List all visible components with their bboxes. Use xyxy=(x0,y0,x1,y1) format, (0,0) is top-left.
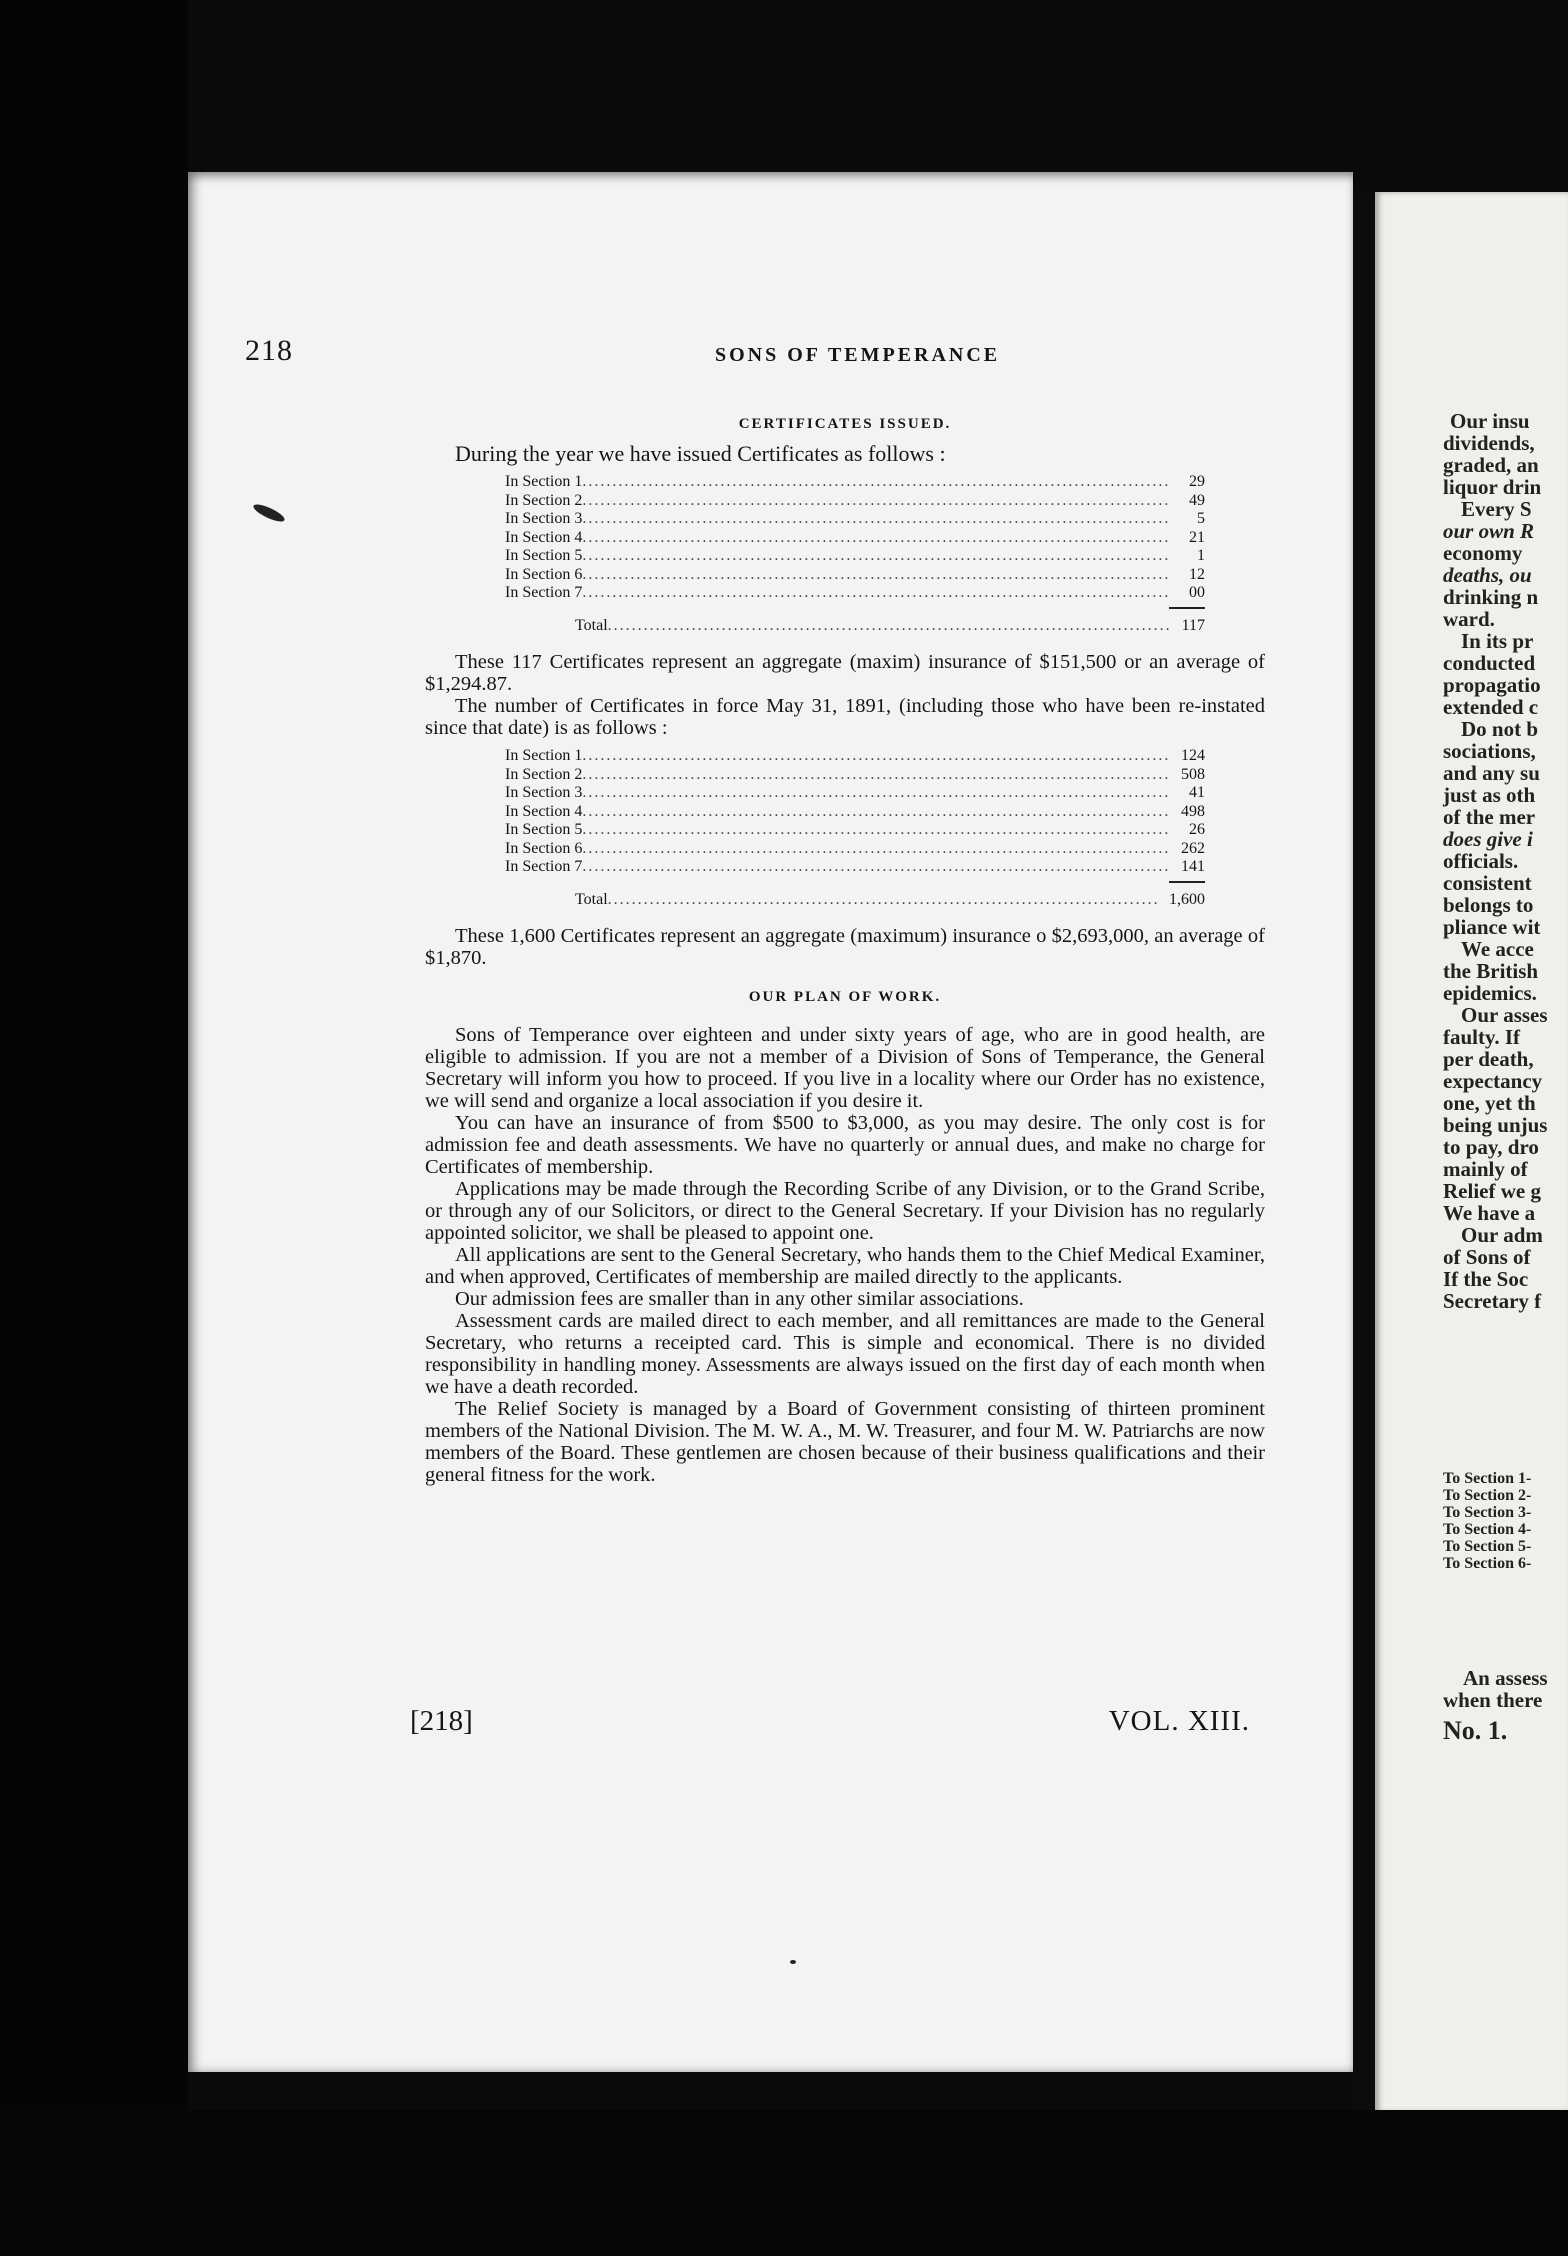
table-row xyxy=(505,858,1205,877)
row-label: In Section 6 xyxy=(505,839,583,857)
total-rule xyxy=(1169,607,1205,609)
row-label: In Section 2 xyxy=(505,765,583,783)
facing-line: being unjus xyxy=(1443,1113,1548,1137)
certificates-intro: During the year we have issued Certificates as follows : xyxy=(455,441,946,466)
table-row xyxy=(505,766,1205,785)
row-label: In Section 1 xyxy=(505,473,583,490)
facing-line: of the mer xyxy=(1443,805,1536,829)
row-value: 12 xyxy=(1189,565,1205,583)
row-label: In Section 6 xyxy=(505,565,583,583)
running-head-title: SONS OF TEMPERANCE xyxy=(715,344,1001,366)
footer-page-number: [218] xyxy=(410,1705,473,1737)
plan-heading: OUR PLAN OF WORK. xyxy=(748,989,942,1005)
row-label: In Section 4 xyxy=(505,802,583,820)
table-row xyxy=(505,529,1205,548)
row-value: 29 xyxy=(1189,473,1205,490)
facing-line: No. 1. xyxy=(1443,1716,1508,1745)
plan-paragraph: All applications are sent to the General Secretary, who hands them to the Chief Medical Examiner, and when approved, Certificates of membership are mailed directly to the applicants. xyxy=(425,1244,1265,1288)
table-row xyxy=(505,547,1205,566)
row-value: 21 xyxy=(1189,528,1205,546)
table-row xyxy=(505,840,1205,859)
row-value: 141 xyxy=(1181,858,1205,875)
page-number: 218 xyxy=(245,334,293,367)
facing-line: does give i xyxy=(1443,827,1533,851)
facing-line: economy xyxy=(1443,541,1523,565)
facing-line: when there xyxy=(1443,1688,1543,1712)
row-value: 262 xyxy=(1181,839,1205,857)
table-row xyxy=(505,747,1205,766)
table-row xyxy=(505,803,1205,822)
table-row xyxy=(505,510,1205,529)
row-value: 41 xyxy=(1189,784,1205,801)
page-footer xyxy=(410,1705,1250,1745)
row-value: 26 xyxy=(1189,821,1205,838)
plan-paragraph: You can have an insurance of from $500 to $3,000, as you may desire. The only cost is for admission fee and death assessments. We have no quarterly or annual dues, and make no charge for Certificates of membership. xyxy=(425,1112,1265,1178)
table-row xyxy=(505,821,1205,840)
facing-line: Every S xyxy=(1461,497,1532,521)
facing-line: deaths, ou xyxy=(1443,563,1532,587)
plan-paragraph: Assessment cards are mailed direct to each member, and all remittances are made to the General Secretary, who returns a receipted card. This is simple and economical. There is no divided responsibility in handling money. Assessments are always issued on the first day of each month when we have a death recorded. xyxy=(425,1310,1265,1398)
facing-section-line: To Section 6- xyxy=(1443,1555,1532,1572)
scan-border xyxy=(0,2110,1568,2256)
facing-line: Our insu xyxy=(1450,409,1530,433)
facing-line: Relief we g xyxy=(1443,1179,1541,1203)
facing-line: faulty. If xyxy=(1443,1025,1521,1049)
row-label: In Section 3 xyxy=(505,784,583,801)
facing-line: consistent xyxy=(1443,871,1532,895)
facing-line: one, yet th xyxy=(1443,1091,1536,1115)
scan-border xyxy=(0,0,188,2256)
row-label: In Section 5 xyxy=(505,821,583,838)
plan-paragraph: Our admission fees are smaller than in any other similar associations. xyxy=(455,1288,1024,1310)
certificates-in-force-table xyxy=(505,747,1205,909)
facing-line: extended c xyxy=(1443,695,1539,719)
certificates-issued-table xyxy=(505,473,1205,635)
row-label: In Section 4 xyxy=(505,528,583,546)
facing-line: An assess xyxy=(1463,1666,1548,1690)
table-row xyxy=(505,492,1205,511)
facing-line: We have a xyxy=(1443,1201,1536,1225)
facing-line: ward. xyxy=(1443,607,1495,631)
row-label: In Section 3 xyxy=(505,510,583,527)
facing-line: dividends, xyxy=(1443,431,1535,455)
facing-line: our own R xyxy=(1443,519,1535,543)
row-value: 1 xyxy=(1197,547,1205,564)
facing-line: the British xyxy=(1443,959,1539,983)
facing-section-line: To Section 5- xyxy=(1443,1538,1532,1555)
facing-line: conducted xyxy=(1443,651,1536,675)
facing-line: Our asses xyxy=(1461,1003,1548,1027)
total-rule xyxy=(1169,881,1205,883)
page-body xyxy=(425,412,1265,1486)
plan-paragraph: Sons of Temperance over eighteen and under sixty years of age, who are in good health, are eligible to admission. If you are not a member of a Division of Sons of Temperance, the General Secretary will inform you how to proceed. If you live in a locality where our Order has no existence, we will send and organize a local association if you desire it. xyxy=(425,1024,1265,1112)
row-value: 49 xyxy=(1189,491,1205,509)
row-label: In Section 2 xyxy=(505,491,583,509)
force-aggregate-paragraph: These 1,600 Certificates represent an aggregate (maximum) insurance o $2,693,000, an average of $1,870. xyxy=(425,925,1265,969)
page-gutter xyxy=(1353,190,1375,2110)
row-value: 00 xyxy=(1189,584,1205,601)
total-value: 1,600 xyxy=(1169,890,1205,908)
facing-line: officials. xyxy=(1443,849,1519,873)
facing-page xyxy=(1375,192,1568,2112)
facing-line: to pay, dro xyxy=(1443,1135,1539,1159)
facing-section-line: To Section 3- xyxy=(1443,1504,1532,1521)
plan-paragraph: The Relief Society is managed by a Board of Government consisting of thirteen prominent members of the National Division. The M. W. A., M. W. Treasurer, and four M. W. Patriarchs are now members of the Board. These gentlemen are chosen because of their business qualifications and their general fitness for the work. xyxy=(425,1398,1265,1486)
facing-line: per death, xyxy=(1443,1047,1534,1071)
row-label: In Section 7 xyxy=(505,584,583,601)
facing-line: propagatio xyxy=(1443,673,1541,697)
facing-line: graded, an xyxy=(1443,453,1539,477)
table-row xyxy=(505,566,1205,585)
total-row xyxy=(505,891,1205,910)
facing-line: sociations, xyxy=(1443,739,1536,763)
certificates-heading: CERTIFICATES ISSUED. xyxy=(738,416,952,432)
facing-line: epidemics. xyxy=(1443,981,1537,1005)
facing-line: We acce xyxy=(1461,937,1534,961)
row-value: 508 xyxy=(1181,765,1205,783)
facing-line: mainly of xyxy=(1443,1157,1528,1181)
table-row xyxy=(505,784,1205,803)
total-label: Total xyxy=(575,616,608,634)
total-value: 117 xyxy=(1181,616,1205,634)
row-label: In Section 7 xyxy=(505,858,583,875)
plan-paragraph: Applications may be made through the Recording Scribe of any Division, or to the Grand Scribe, or through any of our Solicitors, or direct to the General Secretary. If your Division has no regularly appointed solicitor, we shall be pleased to appoint one. xyxy=(425,1178,1265,1244)
aggregate-paragraph: These 117 Certificates represent an aggregate (maxim) insurance of $151,500 or an average of $1,294.87. xyxy=(425,651,1265,695)
facing-section-line: To Section 1- xyxy=(1443,1470,1532,1487)
table-row xyxy=(505,584,1205,603)
facing-line: Do not b xyxy=(1461,717,1539,741)
facing-line: belongs to xyxy=(1443,893,1534,917)
facing-line: In its pr xyxy=(1461,629,1534,653)
facing-line: just as oth xyxy=(1443,783,1536,807)
facing-section-line: To Section 4- xyxy=(1443,1521,1532,1538)
total-row xyxy=(505,617,1205,636)
facing-line: Secretary f xyxy=(1443,1289,1542,1313)
running-head xyxy=(245,334,1245,374)
table-row xyxy=(505,473,1205,492)
facing-line: pliance wit xyxy=(1443,915,1541,939)
row-value: 124 xyxy=(1181,747,1205,764)
ink-speck xyxy=(790,1960,796,1964)
facing-line: If the Soc xyxy=(1443,1267,1529,1291)
in-force-paragraph: The number of Certificates in force May 31, 1891, (including those who have been re-instated since that date) is as follows : xyxy=(425,695,1265,739)
footer-volume: VOL. XIII. xyxy=(1108,1705,1250,1737)
facing-line: expectancy xyxy=(1443,1069,1543,1093)
row-value: 5 xyxy=(1197,510,1205,527)
facing-line: Our adm xyxy=(1461,1223,1543,1247)
facing-line: and any su xyxy=(1443,761,1540,785)
row-label: In Section 5 xyxy=(505,547,583,564)
facing-section-line: To Section 2- xyxy=(1443,1487,1532,1504)
facing-line: drinking n xyxy=(1443,585,1539,609)
facing-line: liquor drin xyxy=(1443,475,1542,499)
row-label: In Section 1 xyxy=(505,747,583,764)
row-value: 498 xyxy=(1181,802,1205,820)
facing-line: of Sons of xyxy=(1443,1245,1531,1269)
total-label: Total xyxy=(575,890,608,908)
